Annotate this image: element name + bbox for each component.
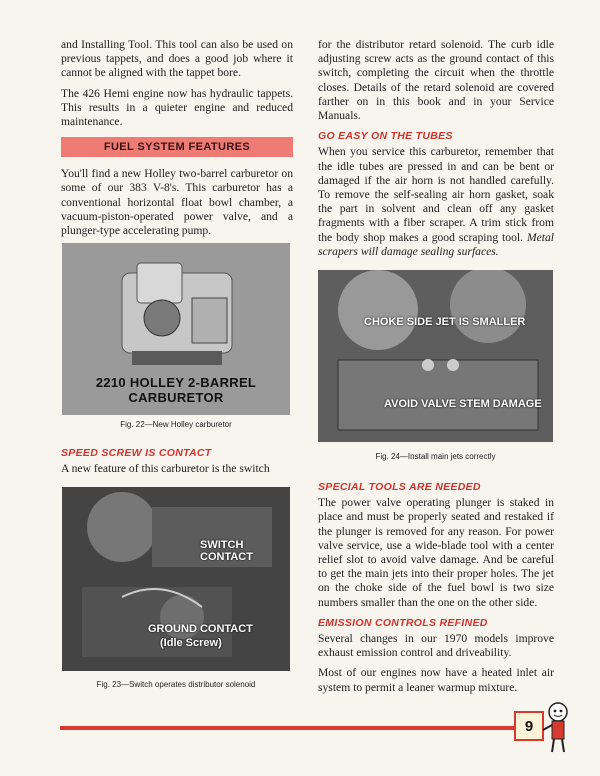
- section-heading: GO EASY ON THE TUBES: [318, 130, 453, 143]
- paragraph: A new feature of this carburetor is the switch: [61, 462, 270, 476]
- fig23-photo: [62, 487, 290, 671]
- left-column: [61, 38, 293, 244]
- page-number: 9: [514, 711, 544, 741]
- fig24-label-choke: CHOKE SIDE JET IS SMALLER: [364, 316, 526, 328]
- fig23-label-ground: GROUND CONTACT: [148, 623, 253, 635]
- right-column-bottom: [318, 478, 554, 701]
- tubes-text: When you service this carburetor, remember that the idle tubes are pressed in and can be bent or damaged if the air horn is not handled carefully. To remove the self-sealing air horn gasket, soak the part in solvent and clean off any gasket fragments with a fiber scraper. A trim stick from the body shop makes a good scraping tool.: [318, 145, 554, 244]
- section-heading: SPEED SCREW IS CONTACT: [61, 447, 212, 459]
- fig22-caption: Fig. 22—New Holley carburetor: [120, 420, 232, 429]
- paragraph: You'll find a new Holley two-barrel carburetor on some of our 383 V-8's. This carburetor has a conventional horizontal float bowl chamber, a vacuum-piston-operated power valve, and a plunger-type accelerating pump.: [61, 167, 293, 238]
- right-column: [318, 38, 554, 265]
- section-heading: EMISSION CONTROLS REFINED: [318, 616, 488, 629]
- paragraph: [318, 145, 554, 259]
- paragraph: The power valve operating plunger is staked in place and must be properly seated and restaked if the plunger is removed for any reason. For power valve service, use a wide-blade tool with a center relief slot to avoid valve damage. And be careful to get the main jets into their proper holes. The jet on the choke side of the fuel bowl is two size numbers smaller than the one on the other side.: [318, 496, 554, 609]
- footer-rule: [60, 726, 514, 730]
- fig24-photo: [318, 270, 553, 442]
- fig22-label: 2210 HOLLEY 2-BARREL CARBURETOR: [95, 375, 257, 405]
- fuel-bowl-illustration: [318, 270, 553, 442]
- banner-title: FUEL SYSTEM FEATURES: [103, 141, 251, 154]
- paragraph: Most of our engines now have a heated inlet air system to permit a leaner warmup mixture.: [318, 666, 554, 694]
- section-banner: [61, 137, 293, 157]
- fig24-caption: Fig. 24—Install main jets correctly: [375, 452, 496, 461]
- mascot-icon: [541, 700, 575, 754]
- paragraph: and Installing Tool. This tool can also be used on previous tappets, and does a good job where it cannot be aligned with the tappet bore.: [61, 38, 293, 80]
- speed-screw-section: [61, 444, 293, 482]
- section-heading: SPECIAL TOOLS ARE NEEDED: [318, 481, 481, 493]
- fig23-label-idle: (Idle Screw): [160, 637, 222, 649]
- paragraph: Several changes in our 1970 models improve exhaust emission control and driveability.: [318, 632, 554, 660]
- fig23-caption: Fig. 23—Switch operates distributor solenoid: [96, 680, 256, 689]
- paragraph: for the distributor retard solenoid. The curb idle adjusting screw acts as the ground contact of this switch, completing the circuit when the throttle closes. Details of the retard solenoid are covered farther on in this book and in your Service Manuals.: [318, 38, 554, 123]
- paragraph: The 426 Hemi engine now has hydraulic tappets. This results in a quieter engine and reduced maintenance.: [61, 86, 293, 129]
- tubes-italic: Metal scrapers will damage sealing surfaces.: [318, 230, 554, 258]
- fig24-label-valve: AVOID VALVE STEM DAMAGE: [384, 398, 542, 410]
- fig23-label-switch: SWITCH CONTACT: [200, 539, 253, 563]
- fig22-photo: [62, 243, 290, 415]
